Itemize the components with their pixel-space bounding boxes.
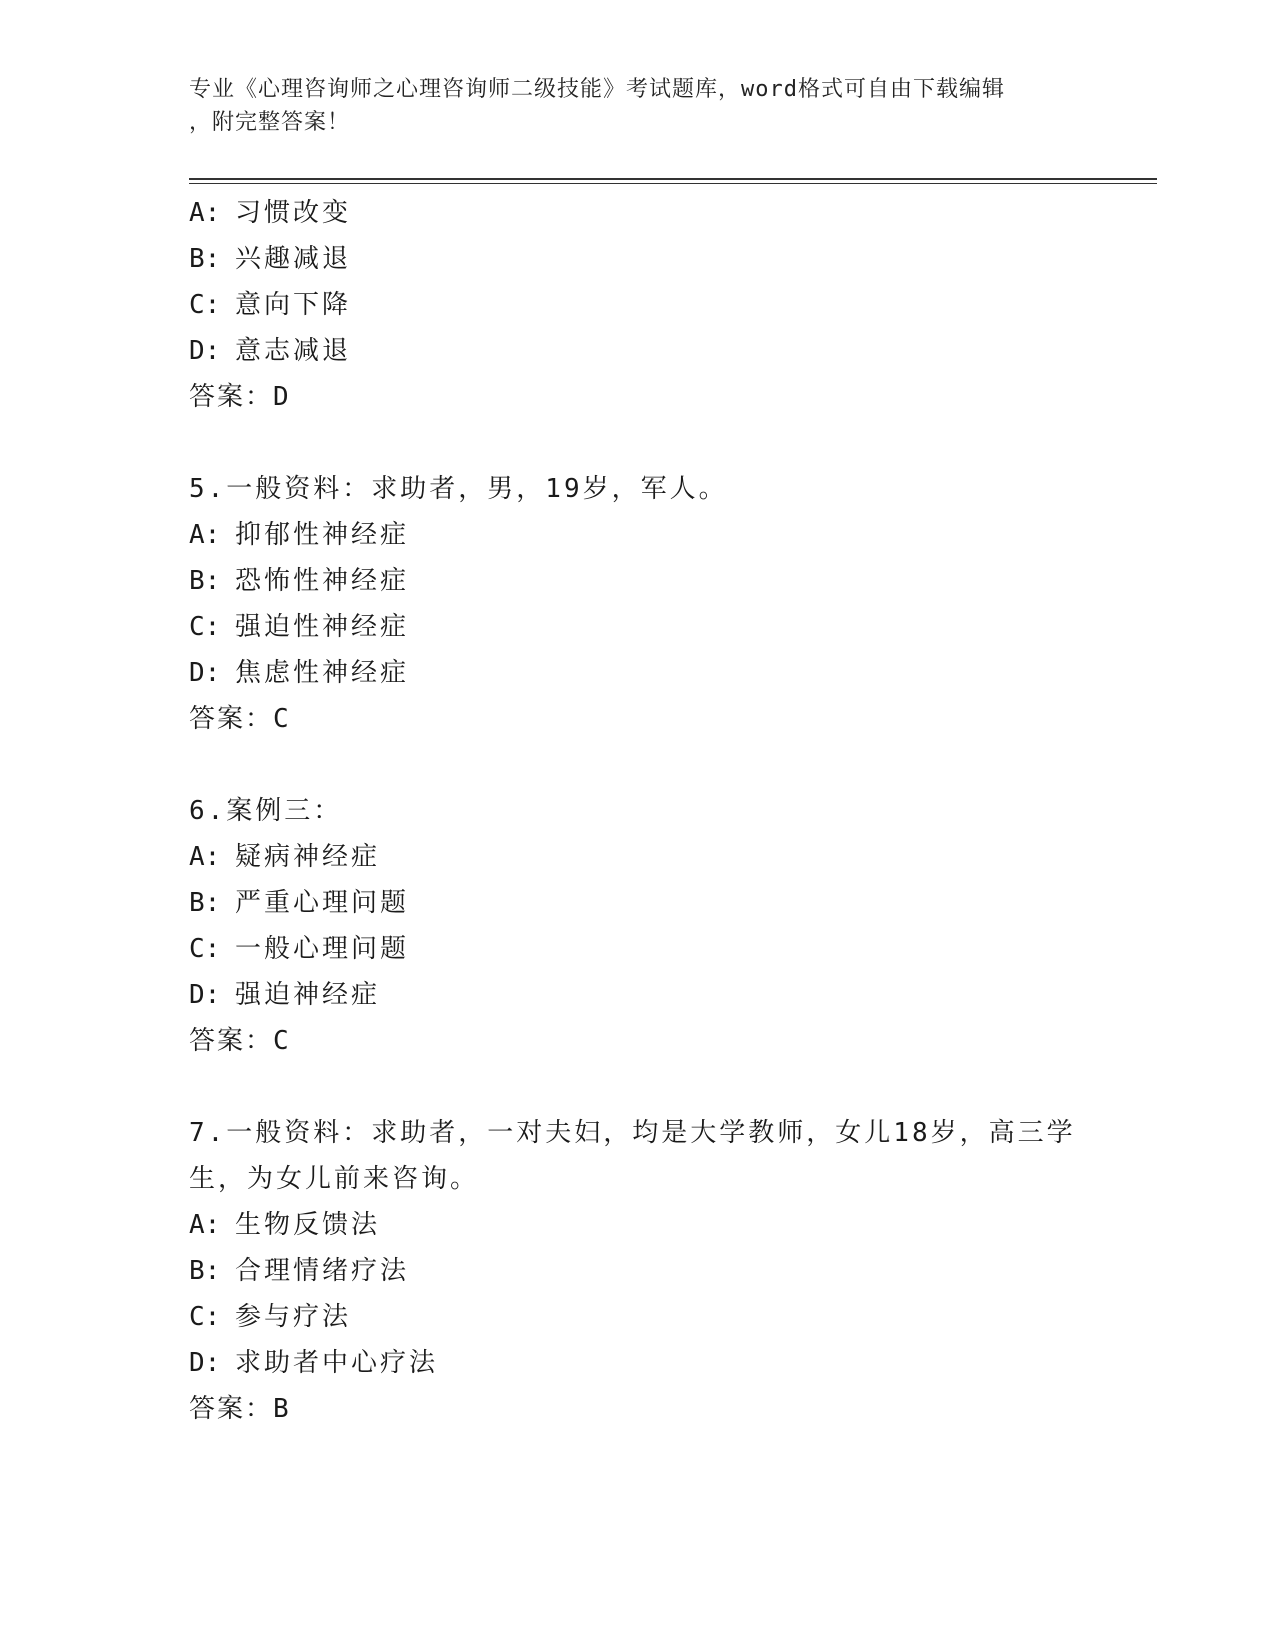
option-key: D:: [189, 658, 221, 688]
question-stem: 5.一般资料：求助者，男，19岁，军人。: [189, 474, 728, 504]
option-key: C:: [189, 1302, 221, 1332]
option-key: A:: [189, 1210, 221, 1240]
answer-option: [189, 1202, 1089, 1248]
option-text: 兴趣减退: [235, 244, 352, 274]
header-line-2: ，附完整答案！: [189, 110, 351, 135]
option-text: 合理情绪疗法: [235, 1256, 410, 1286]
answer-option: [189, 972, 1089, 1018]
question-stem: 7.一般资料：求助者，一对夫妇，均是大学教师，女儿18岁，高三学: [189, 1118, 1076, 1148]
option-key: C:: [189, 934, 221, 964]
answer-option: [189, 1294, 1089, 1340]
answer-option: [189, 558, 1089, 604]
document-header: [189, 73, 1089, 139]
answer-option: [189, 512, 1089, 558]
option-key: A:: [189, 842, 221, 872]
answer-option: [189, 650, 1089, 696]
answer-option: [189, 604, 1089, 650]
option-text: 强迫神经症: [235, 980, 381, 1010]
question-stem: 6.案例三：: [189, 796, 343, 826]
answer-option: [189, 880, 1089, 926]
answer-option: [189, 1340, 1089, 1386]
option-text: 疑病神经症: [235, 842, 381, 872]
option-text: 抑郁性神经症: [235, 520, 410, 550]
answer-option: [189, 1248, 1089, 1294]
question-block: [189, 788, 1089, 1064]
answer-option: [189, 926, 1089, 972]
option-key: B:: [189, 566, 221, 596]
option-key: B:: [189, 888, 221, 918]
answer-option: [189, 282, 1089, 328]
option-key: B:: [189, 244, 221, 274]
option-text: 焦虑性神经症: [235, 658, 410, 688]
option-key: B:: [189, 1256, 221, 1286]
answer-option: [189, 328, 1089, 374]
option-text: 意志减退: [235, 336, 352, 366]
option-text: 强迫性神经症: [235, 612, 410, 642]
answer-option: [189, 834, 1089, 880]
answer-line: 答案：B: [189, 1394, 291, 1424]
option-text: 习惯改变: [235, 198, 352, 228]
question-block: [189, 190, 1089, 420]
answer-line: 答案：C: [189, 704, 291, 734]
option-text: 参与疗法: [235, 1302, 352, 1332]
header-divider: [189, 178, 1157, 184]
answer-line: 答案：D: [189, 382, 291, 412]
option-key: A:: [189, 520, 221, 550]
option-text: 生物反馈法: [235, 1210, 381, 1240]
option-key: A:: [189, 198, 221, 228]
option-key: C:: [189, 612, 221, 642]
answer-option: [189, 190, 1089, 236]
answer-option: [189, 236, 1089, 282]
option-text: 严重心理问题: [235, 888, 410, 918]
question-list: [189, 190, 1089, 1478]
option-key: D:: [189, 980, 221, 1010]
question-stem: 生，为女儿前来咨询。: [189, 1164, 480, 1194]
answer-line: 答案：C: [189, 1026, 291, 1056]
option-key: D:: [189, 1348, 221, 1378]
option-key: C:: [189, 290, 221, 320]
question-block: [189, 1110, 1089, 1432]
option-text: 一般心理问题: [235, 934, 410, 964]
header-line-1: 专业《心理咨询师之心理咨询师二级技能》考试题库，word格式可自由下载编辑: [189, 77, 1005, 102]
question-block: [189, 466, 1089, 742]
option-key: D:: [189, 336, 221, 366]
option-text: 恐怖性神经症: [235, 566, 410, 596]
option-text: 意向下降: [235, 290, 352, 320]
option-text: 求助者中心疗法: [235, 1348, 439, 1378]
